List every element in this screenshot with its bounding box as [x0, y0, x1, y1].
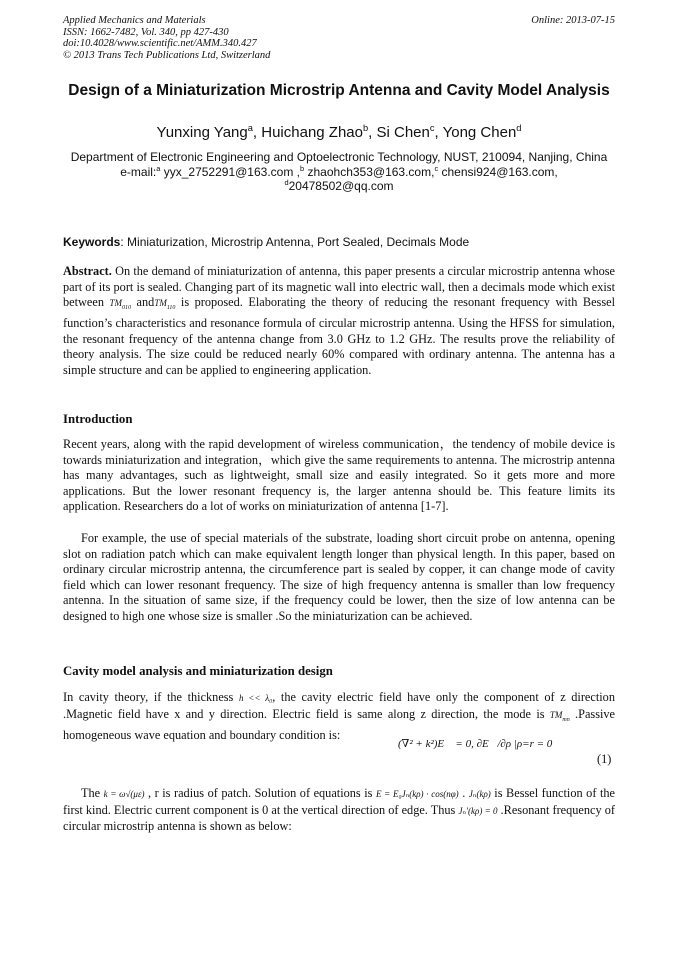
equation-1-number: (1): [597, 752, 612, 766]
author-name: Si Chen: [376, 124, 430, 141]
author-name: Huichang Zhao: [261, 124, 363, 141]
author-name: Yunxing Yang: [156, 124, 248, 141]
email-line-2: $^d$20478502@qq.com: [284, 178, 394, 193]
author-sup: b: [362, 123, 369, 133]
email-link[interactable]: yyx_2752291@163.com: [163, 164, 294, 179]
cavity-paragraph-1: In cavity theory, if the thickness h << λ₀, the cavity electric field have only the component of z direction .Magnetic field have x and y direction. Electric field is same along z direction, the mode is $TM_{mn}$ .Passive homogeneous wave equation and boundary condition is:: [63, 690, 616, 742]
keywords-label: Keywords: [63, 235, 121, 249]
abstract-label: Abstract.: [63, 264, 112, 278]
doi: doi:10.4028/www.scientific.net/AMM.340.427: [63, 38, 257, 50]
email-link[interactable]: chensi924@163.com,: [441, 164, 558, 179]
journal-name: Applied Mechanics and Materials: [63, 15, 206, 26]
math-wave-number: k = ω√(με): [103, 789, 145, 799]
keywords-text: : Miniaturization, Microstrip Antenna, Port Sealed, Decimals Mode: [120, 235, 470, 249]
abstract: Abstract. On the demand of miniaturization of antenna, this paper presents a circular microstrip antenna whose part of its port is sealed. Changing part of its magnetic wall into electric wall, then a decimals mode which exist between $TM_{010}$ andTM$_{110}$ is proposed. Elaborating the theory of reducing the resonant frequency with Bessel function’s characteristics and resonance formula of circular microstrip antenna. Using the HFSS for simulation, the resonant frequency of the antenna change from 3.0 GHz to 1.2 GHz. The results prove the reliability of theory analysis. The size could be reduced nearly 60% compared with ordinary antenna. The antenna has a simple structure and can be applied to engineering application.: [63, 264, 615, 377]
copyright: © 2013 Trans Tech Publications Ltd, Switzerland: [63, 49, 271, 61]
math-thickness: h << λ₀: [238, 693, 273, 703]
math-bessel-zero: Jₙ′(kρ) = 0: [458, 805, 498, 816]
math-solution: E = E₀Jₙ(kρ) · cos(nφ): [375, 789, 459, 799]
online-date: Online: 2013-07-15: [531, 15, 615, 26]
email-link[interactable]: zhaohch353@163.com,: [307, 164, 435, 179]
paper-title: Design of a Miniaturization Microstrip Antenna and Cavity Model Analysis: [68, 82, 610, 99]
affiliation-block: [63, 150, 615, 194]
author-sup: d: [516, 123, 522, 133]
author-list: Yunxing Yang$^a$, Huichang Zhao$^b$, Si Chen$^c$, Yong Chen$^d$: [156, 123, 522, 141]
math-tm-mode: $TM_{mn}$: [549, 709, 570, 723]
affiliation: Department of Electronic Engineering and Optoelectronic Technology, NUST, 210094, Nanjing, China: [70, 150, 608, 164]
author-name: Yong Chen: [442, 124, 517, 141]
journal-header: [63, 15, 270, 61]
cavity-paragraph-2: The k = ω√(με) , r is radius of patch. Solution of equations is E = E₀Jₙ(kρ) · cos(nφ) . Jₙ(kρ) is Bessel function of the first kind. Electric current component is 0 at the vertical direction of edge. Thus Jₙ′(kρ) = 0 .Resonant frequency of circular microstrip antenna is shown as below:: [63, 786, 615, 833]
intro-paragraph-2: For example, the use of special materials of the substrate, loading short circuit probe on antenna, opening slot on radiation patch which can make equivalent length longer than physical length. In this paper, based on ordinary circular microstrip antenna, the circumference part is sealed by copper, it can change mode of cavity field which can lower resonant frequency. The size of high frequency antenna is smaller than low frequency antenna. In the situation of same size, if the frequency could be lower, then the size of low antenna can be designed to high one whose size is smaller .So the miniaturization can be achieved.: [63, 531, 615, 623]
issn: ISSN: 1662-7482, Vol. 340, pp 427-430: [63, 26, 229, 38]
section-heading-introduction: Introduction: [63, 412, 133, 426]
section-heading-cavity: Cavity model analysis and miniaturization design: [63, 664, 333, 678]
math-bessel: Jₙ(kρ): [468, 789, 491, 799]
intro-paragraph-1: Recent years, along with the rapid development of wireless communication，the tendency of mobile device is towards miniaturization and integration，which give the same requirements to antenna. The microstrip antenna has many advantages, such as lightweight, small size and easily integrated. So it gets more and more applications. But the lower resonant frequency is, the larger antenna should be. This feature limits its application. Researchers do a lot of works on miniaturization of antenna [1-7].: [63, 437, 615, 513]
keywords: [63, 235, 615, 249]
email-line: e-mail:$^a$ yyx_2752291@163.com ,$^b$ zhaohch353@163.com,$^c$ chensi924@163.com,: [120, 163, 558, 179]
author-sup: a: [247, 123, 253, 133]
equation-1: (∇² + k²)E⃗ = 0, ∂E⃗/∂ρ |ρ=r = 0: [398, 738, 553, 750]
email-link[interactable]: 20478502@qq.com: [288, 179, 394, 193]
author-sup: c: [429, 123, 435, 133]
